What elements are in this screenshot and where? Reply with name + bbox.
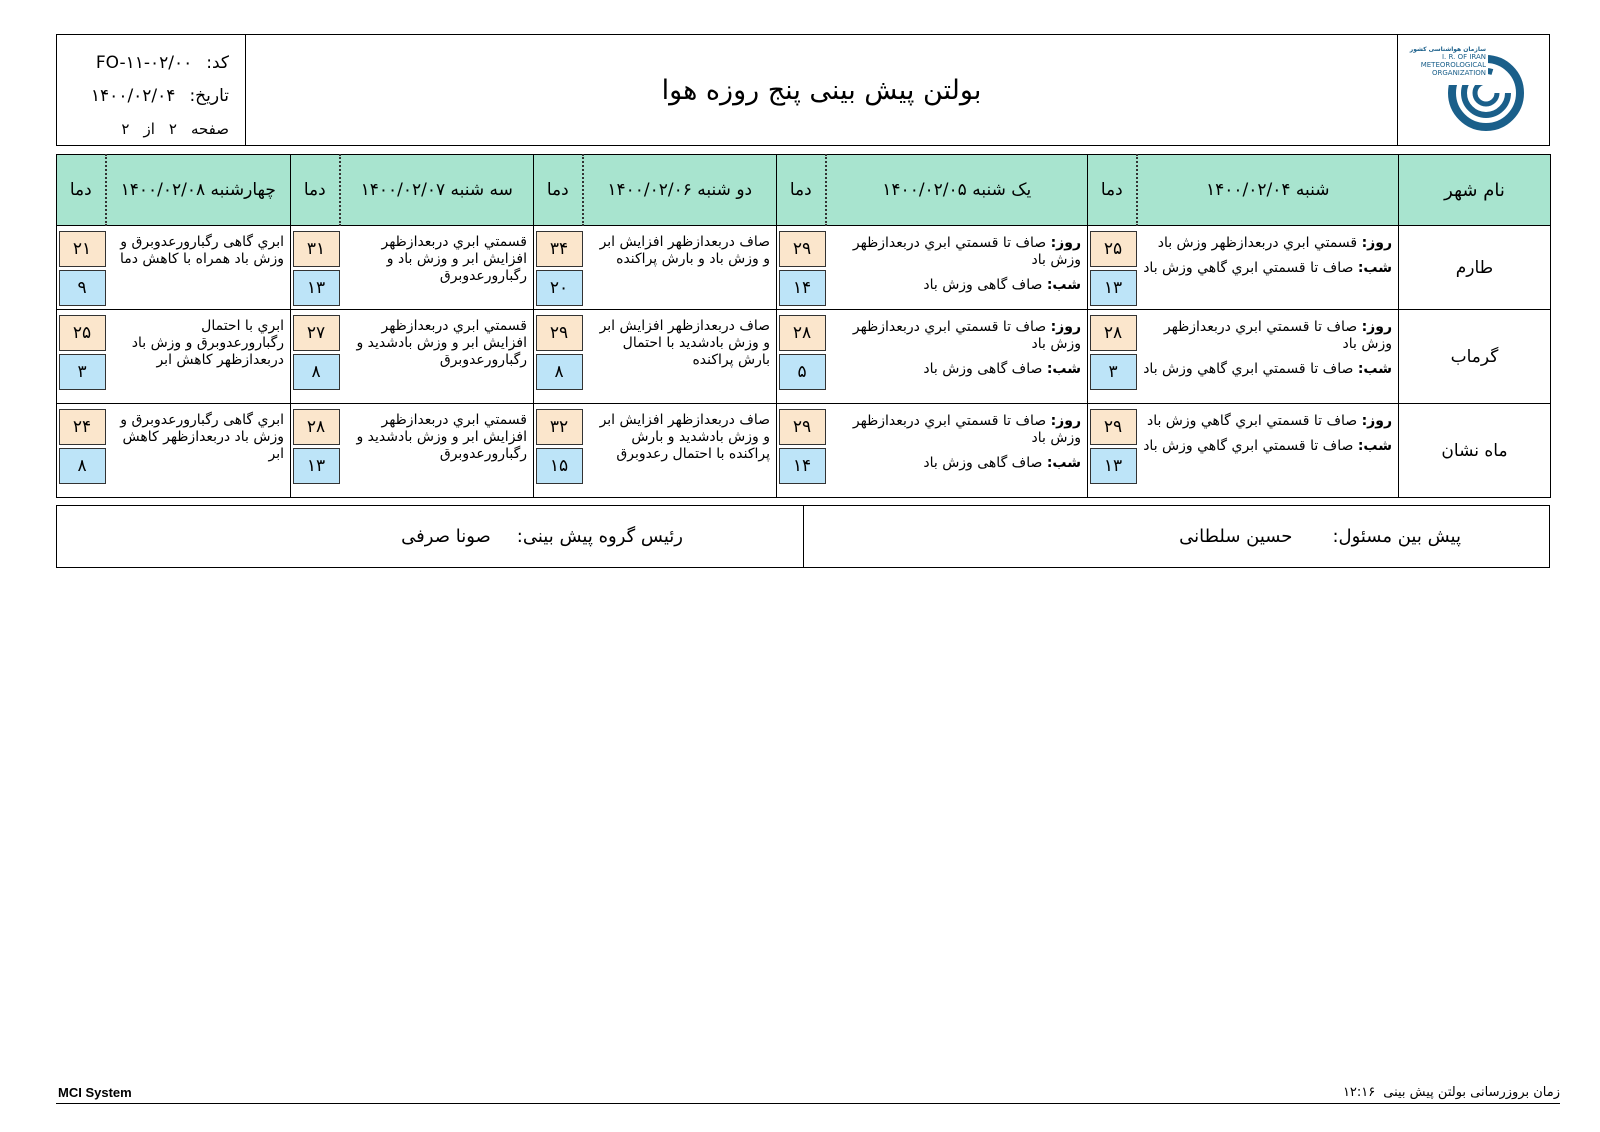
temp-cell [1088,310,1137,404]
page-footer [56,1082,1560,1104]
max-temp: ۲۹ [1090,409,1137,445]
temp-cell [534,310,583,404]
page-label: صفحه [190,120,229,138]
temp-column-header: دما [534,155,583,226]
forecast-text: قسمتي ابري دربعدازظهر افزایش ابر و وزش باد و رگبارورعدوبرق [340,226,534,310]
night-forecast: صاف تا قسمتي ابري گاهي وزش باد [1143,361,1354,377]
document-meta [57,35,246,145]
temp-cell [57,404,106,498]
temp-cell [57,310,106,404]
city-name: گرماب [1399,310,1551,404]
max-temp: ۲۹ [536,315,583,351]
forecast-text: صاف دربعدازظهر افزایش ابر و وزش باد و بارش پراکنده [583,226,777,310]
day-label: روز: [1050,235,1081,251]
temp-cell [1088,404,1137,498]
temp-cell [777,310,826,404]
forecast-cell [826,226,1088,310]
night-forecast: صاف گاهی وزش باد [923,361,1043,377]
night-label: شب: [1357,438,1392,454]
max-temp: ۲۸ [779,315,826,351]
temp-cell [291,310,340,404]
head-signature [57,506,803,567]
night-label: شب: [1357,260,1392,276]
forecast-text: صاف دربعدازظهر افزایش ابر و وزش بادشدید و بارش پراکنده با احتمال رعدوبرق [583,404,777,498]
meteorological-organization-logo-icon [1398,35,1548,145]
update-label: زمان بروزرسانی بولتن پیش بینی [1383,1085,1560,1100]
page-total: ۲ [121,120,130,138]
max-temp: ۲۸ [1090,315,1137,351]
min-temp: ۸ [293,354,340,390]
day-column-header: شنبه ۱۴۰۰/۰۲/۰۴ [1137,155,1399,226]
forecaster-signature [803,506,1549,567]
min-temp: ۵ [779,354,826,390]
day-column-header: دو شنبه ۱۴۰۰/۰۲/۰۶ [583,155,777,226]
night-forecast: صاف تا قسمتي ابري گاهي وزش باد [1143,260,1354,276]
min-temp: ۸ [59,448,106,484]
page-current: ۲ [168,120,177,138]
city-column-header: نام شهر [1399,155,1551,226]
forecast-table [56,154,1551,498]
day-forecast: صاف تا قسمتي ابري دربعدازظهر وزش باد [852,319,1081,352]
min-temp: ۳ [59,354,106,390]
max-temp: ۲۴ [59,409,106,445]
min-temp: ۸ [536,354,583,390]
date-value: ۱۴۰۰/۰۲/۰۴ [90,86,176,106]
date-label: تاریخ: [189,86,229,106]
min-temp: ۱۵ [536,448,583,484]
temp-column-header: دما [1088,155,1137,226]
min-temp: ۲۰ [536,270,583,306]
forecast-text: صاف دربعدازظهر افزایش ابر و وزش بادشدید با احتمال بارش پراکنده [583,310,777,404]
min-temp: ۱۳ [293,448,340,484]
min-temp: ۱۳ [1090,448,1137,484]
day-forecast: صاف تا قسمتي ابري دربعدازظهر وزش باد [1163,319,1392,352]
temp-column-header: دما [777,155,826,226]
max-temp: ۲۸ [293,409,340,445]
max-temp: ۲۷ [293,315,340,351]
min-temp: ۱۳ [1090,270,1137,306]
forecast-cell [826,404,1088,498]
temp-cell [534,404,583,498]
max-temp: ۲۹ [779,231,826,267]
max-temp: ۲۱ [59,231,106,267]
day-column-header: سه شنبه ۱۴۰۰/۰۲/۰۷ [340,155,534,226]
min-temp: ۹ [59,270,106,306]
night-label: شب: [1046,361,1081,377]
max-temp: ۳۴ [536,231,583,267]
page-title: بولتن پیش بینی پنج روزه هوا [661,74,982,106]
day-label: روز: [1050,319,1081,335]
forecast-text: ابري گاهی رگبارورعدوبرق و وزش باد همراه با کاهش دما [106,226,291,310]
forecaster-name: حسین سلطانی [1179,526,1293,547]
day-forecast: صاف تا قسمتي ابري گاهي وزش باد [1146,413,1358,429]
city-name: ماه نشان [1399,404,1551,498]
forecast-text: ابري گاهی رگبارورعدوبرق و وزش باد دربعدازظهر کاهش ابر [106,404,291,498]
forecast-cell [1137,226,1399,310]
day-label: روز: [1050,413,1081,429]
temp-column-header: دما [291,155,340,226]
svg-text:ORGANIZATION: ORGANIZATION [1431,69,1486,77]
forecast-text: ابري با احتمال رگبارورعدوبرق و وزش باد دربعدازظهر کاهش ابر [106,310,291,404]
max-temp: ۳۱ [293,231,340,267]
bulletin-header [56,34,1550,146]
code-label: کد: [206,53,229,73]
table-header-row [57,155,1551,226]
day-forecast: صاف تا قسمتي ابري دربعدازظهر وزش باد [852,413,1081,446]
night-forecast: صاف گاهی وزش باد [923,277,1043,293]
table-row [57,226,1551,310]
svg-text:سازمان هواشناسی کشور: سازمان هواشناسی کشور [1409,46,1486,53]
min-temp: ۱۳ [293,270,340,306]
code-value: FO-۱۱-۰۲/۰۰ [95,53,193,73]
day-column-header: چهارشنبه ۱۴۰۰/۰۲/۰۸ [106,155,291,226]
max-temp: ۲۵ [1090,231,1137,267]
head-name: صونا صرفی [401,526,491,547]
update-info [1343,1085,1560,1100]
day-label: روز: [1361,235,1392,251]
day-forecast: قسمتي ابري دربعدازظهر وزش باد [1157,235,1358,251]
max-temp: ۲۹ [779,409,826,445]
head-label: رئیس گروه پیش بینی: [516,526,683,547]
night-forecast: صاف تا قسمتي ابري گاهي وزش باد [1143,438,1354,454]
page-of: از [143,120,155,138]
temp-column-header: دما [57,155,106,226]
temp-cell [534,226,583,310]
min-temp: ۳ [1090,354,1137,390]
day-label: روز: [1361,319,1392,335]
forecast-text: قسمتي ابري دربعدازظهر افزایش ابر و وزش بادشدید و رگبارورعدوبرق [340,404,534,498]
night-label: شب: [1046,277,1081,293]
update-time: ۱۲:۱۶ [1342,1085,1376,1100]
day-column-header: یک شنبه ۱۴۰۰/۰۲/۰۵ [826,155,1088,226]
city-name: طارم [1399,226,1551,310]
organization-logo [1397,35,1549,145]
temp-cell [57,226,106,310]
temp-cell [777,226,826,310]
max-temp: ۲۵ [59,315,106,351]
temp-cell [777,404,826,498]
system-name: MCI System [58,1085,132,1100]
day-forecast: صاف تا قسمتي ابري دربعدازظهر وزش باد [852,235,1081,268]
forecast-cell [1137,404,1399,498]
forecast-text: قسمتي ابري دربعدازظهر افزایش ابر و وزش بادشدید و رگبارورعدوبرق [340,310,534,404]
forecaster-label: پیش بین مسئول: [1332,526,1461,547]
night-forecast: صاف گاهی وزش باد [923,455,1043,471]
svg-text:METEOROLOGICAL: METEOROLOGICAL [1420,61,1486,69]
max-temp: ۳۲ [536,409,583,445]
temp-cell [291,404,340,498]
table-row [57,310,1551,404]
min-temp: ۱۴ [779,448,826,484]
night-label: شب: [1046,455,1081,471]
table-row [57,404,1551,498]
night-label: شب: [1357,361,1392,377]
temp-cell [1088,226,1137,310]
forecast-cell [1137,310,1399,404]
temp-cell [291,226,340,310]
signature-box [56,505,1550,568]
min-temp: ۱۴ [779,270,826,306]
svg-text:I. R. OF IRAN: I. R. OF IRAN [1441,53,1486,61]
forecast-cell [826,310,1088,404]
day-label: روز: [1361,413,1392,429]
